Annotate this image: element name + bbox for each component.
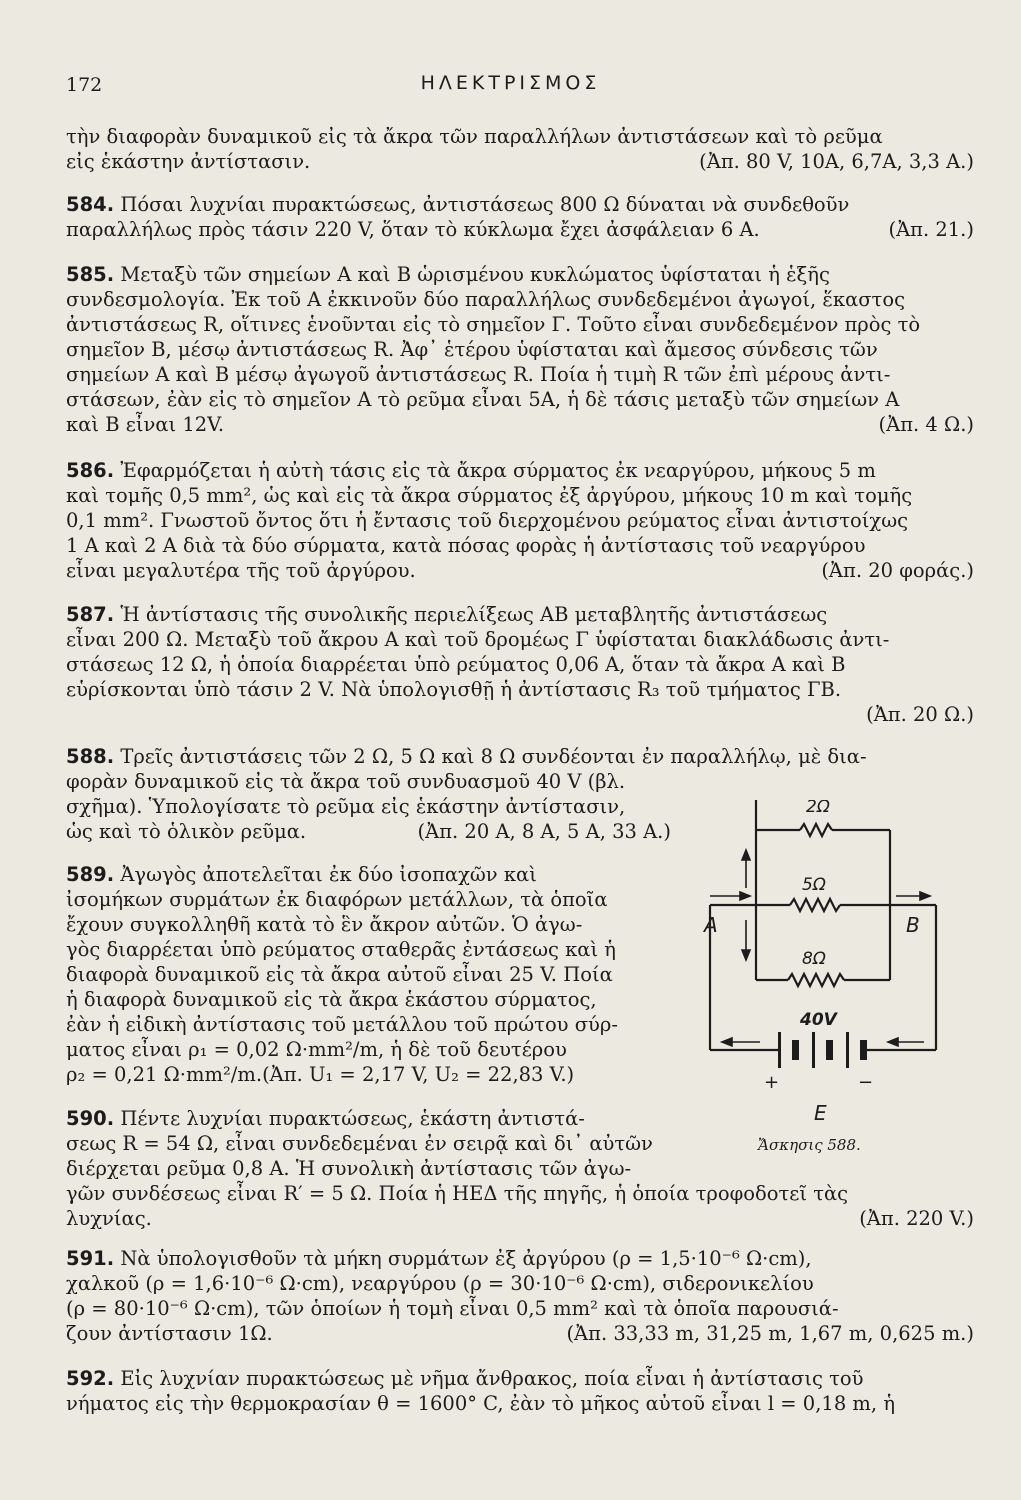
arrow-head-icon (722, 1038, 732, 1046)
label-2-ohm: 2Ω (806, 800, 830, 817)
text-line: στάσεως 12 Ω, ἡ ὁποία διαρρέεται ὑπὸ ρεύματος 0,06 A, ὅταν τὰ ἄκρα A καὶ B (66, 653, 846, 676)
answer: (Ἀπ. 80 V, 10A, 6,7A, 3,3 A.) (699, 150, 974, 173)
text-line: ὡς καὶ τὸ ὁλικὸν ρεῦμα. (66, 820, 307, 843)
text-line: διέρχεται ρεῦμα 0,8 A. Ἡ συνολικὴ ἀντίστασις τῶν ἀγω- (66, 1157, 632, 1180)
arrow-head-icon (888, 1038, 898, 1046)
label-voltage: 40V (800, 1010, 837, 1030)
text-line: ἐὰν ἡ εἰδικὴ ἀντίστασις τοῦ μετάλλου τοῦ πρώτου σύρ- (66, 1013, 618, 1036)
circuit-diagram (690, 800, 960, 1170)
answer: (Ἀπ. 33,33 m, 31,25 m, 1,67 m, 0,625 m.) (566, 1322, 974, 1345)
problem-number: 590. (66, 1107, 115, 1130)
resistor-8-ohm (788, 974, 844, 986)
label-source: E (814, 1101, 827, 1125)
battery-plate-long (778, 1032, 781, 1068)
text-line: φορὰν δυναμικοῦ εἰς τὰ ἄκρα τοῦ συνδυασμοῦ 40 V (βλ. (66, 770, 626, 793)
text-line: ἡ διαφορὰ δυναμικοῦ εἰς τὰ ἄκρα ἑκάστου σύρματος, (66, 988, 597, 1011)
text-line: Πόσαι λυχνίαι πυρακτώσεως, ἀντιστάσεως 800 Ω δύναται νὰ συνδεθοῦν (120, 193, 850, 216)
resistor-5-ohm (790, 899, 840, 911)
text-line: ἀντιστάσεως R, οἵτινες ἑνοῦνται εἰς τὸ σημεῖον Γ. Τοῦτο εἶναι συνδεδεμένον πρὸς τὸ (66, 313, 921, 336)
label-minus: − (858, 1072, 874, 1093)
text-line: τὴν διαφορὰν δυναμικοῦ εἰς τὰ ἄκρα τῶν παραλλήλων ἀντιστάσεων καὶ τὸ ρεῦμα (66, 125, 883, 148)
problem-number: 587. (66, 603, 115, 626)
arrow-head-icon (742, 850, 750, 860)
label-plus: + (764, 1072, 780, 1093)
text-line: εἰς ἑκάστην ἀντίστασιν. (66, 150, 311, 173)
running-title: ΗΛΕΚΤΡΙΣΜΟΣ (420, 72, 601, 94)
text-line: 1 A καὶ 2 A διὰ τὰ δύο σύρματα, κατὰ πόσας φορὰς ἡ ἀντίστασις τοῦ νεαργύρου (66, 534, 866, 557)
text-line: Ἡ ἀντίστασις τῆς συνολικῆς περιελίξεως AB μεταβλητῆς ἀντιστάσεως (120, 603, 828, 626)
text-line: νήματος εἰς τὴν θερμοκρασίαν θ = 1600° C, ἐὰν τὸ μῆκος αὐτοῦ εἶναι l = 0,18 m, ἡ (66, 1392, 895, 1415)
battery-plate-long (812, 1032, 815, 1068)
arrow-head-icon (742, 950, 750, 960)
problem-number: 588. (66, 745, 115, 768)
label-5-ohm: 5Ω (802, 875, 826, 895)
text-line: Ἀγωγὸς ἀποτελεῖται ἐκ δύο ἰσοπαχῶν καὶ (120, 863, 537, 886)
text-line: ἰσομήκων συρμάτων ἐκ διαφόρων μετάλλων, τὰ ὁποῖα (66, 888, 608, 911)
arrow-head-icon (920, 892, 930, 900)
problem-584 (66, 192, 974, 242)
text-line: σημεῖον B, μέσῳ ἀντιστάσεως R. Ἀφ᾽ ἑτέρου ὑφίσταται καὶ ἄμεσος σύνδεσις τῶν (66, 338, 878, 361)
text-line: ματος εἶναι ρ₁ = 0,02 Ω·mm²/m, ἡ δὲ τοῦ δευτέρου (66, 1038, 567, 1061)
text-line: Τρεῖς ἀντιστάσεις τῶν 2 Ω, 5 Ω καὶ 8 Ω συνδέονται ἐν παραλλήλῳ, μὲ δια- (120, 745, 867, 768)
text-line: καὶ τομῆς 0,5 mm², ὡς καὶ εἰς τὰ ἄκρα σύρματος ἐξ ἀργύρου, μήκους 10 m καὶ τομῆς (66, 484, 913, 507)
problem-number: 586. (66, 459, 115, 482)
arrow-head-icon (740, 892, 750, 900)
battery-plate-short (860, 1040, 867, 1060)
answer: (Ἀπ. U₁ = 2,17 V, U₂ = 22,83 V.) (262, 1063, 575, 1086)
text-line: Πέντε λυχνίαι πυρακτώσεως, ἑκάστη ἀντιστά- (120, 1107, 585, 1130)
problem-592 (66, 1366, 974, 1416)
problem-586 (66, 458, 974, 583)
battery-plate-short (792, 1040, 799, 1060)
problem-589 (66, 862, 671, 1087)
text-line: Εἰς λυχνίαν πυρακτώσεως μὲ νῆμα ἄνθρακος, ποία εἶναι ἡ ἀντίστασις τοῦ (120, 1367, 864, 1390)
problem-number: 585. (66, 263, 115, 286)
answer: (Ἀπ. 4 Ω.) (878, 413, 974, 436)
label-8-ohm: 8Ω (802, 949, 826, 969)
text-line: Νὰ ὑπολογισθοῦν τὰ μήκη συρμάτων ἐξ ἀργύρου (ρ = 1,5·10⁻⁶ Ω·cm), (120, 1247, 812, 1270)
text-line: συνδεσμολογία. Ἐκ τοῦ A ἐκκινοῦν δύο παραλλήλως συνδεδεμένοι ἀγωγοί, ἕκαστος (66, 288, 906, 311)
problem-587 (66, 602, 974, 727)
text-line: σχῆμα). Ὑπολογίσατε τὸ ρεῦμα εἰς ἑκάστην ἀντίστασιν, (66, 795, 626, 818)
text-line: Ἐφαρμόζεται ἡ αὐτὴ τάσις εἰς τὰ ἄκρα σύρματος ἐκ νεαργύρου, μήκους 5 m (120, 459, 876, 482)
text-line: ζουν ἀντίστασιν 1Ω. (66, 1322, 273, 1345)
problem-number: 584. (66, 193, 115, 216)
text-line: εἶναι 200 Ω. Μεταξὺ τοῦ ἄκρου A καὶ τοῦ δρομέως Γ ὑφίσταται διακλάδωσις ἀντι- (66, 628, 890, 651)
text-line: (ρ = 80·10⁻⁶ Ω·cm), τῶν ὁποίων ἡ τομὴ εἶναι 0,5 mm² καὶ τὰ ὁποῖα παρουσιά- (66, 1297, 839, 1320)
text-line: σημείων A καὶ B μέσῳ ἀγωγοῦ ἀντιστάσεως R. Ποία ἡ τιμὴ R τῶν ἐπὶ μέρους ἀντι- (66, 363, 891, 386)
text-line: Μεταξὺ τῶν σημείων A καὶ B ὡρισμένου κυκλώματος ὑφίσταται ἡ ἑξῆς (120, 263, 830, 286)
battery-plate-long (846, 1032, 849, 1068)
text-line: εὑρίσκονται ὑπὸ τάσιν 2 V. Νὰ ὑπολογισθῇ ἡ ἀντίστασις R₃ τοῦ τμήματος ΓΒ. (66, 678, 842, 701)
text-line: εἶναι μεγαλυτέρα τῆς τοῦ ἀργύρου. (66, 559, 416, 582)
text-line: διαφορὰ δυναμικοῦ εἰς τὰ ἄκρα αὐτοῦ εἶναι 25 V. Ποία (66, 963, 613, 986)
answer: (Ἀπ. 21.) (888, 218, 974, 241)
page-number: 172 (66, 74, 103, 96)
text-line: ἔχουν συγκολληθῆ κατὰ τὸ ἓν ἄκρον αὐτῶν. Ὁ ἀγω- (66, 913, 583, 936)
text-line: χαλκοῦ (ρ = 1,6·10⁻⁶ Ω·cm), νεαργύρου (ρ = 30·10⁻⁶ Ω·cm), σιδερονικελίου (66, 1272, 814, 1295)
text-line: γῶν συνδέσεως εἶναι R′ = 5 Ω. Ποία ἡ ΗΕΔ τῆς πηγῆς, ἡ ὁποία τροφοδοτεῖ τὰς (66, 1182, 849, 1205)
text-line: στάσεων, ἐὰν εἰς τὸ σημεῖον A τὸ ρεῦμα εἶναι 5A, ἡ δὲ τάσις μεταξὺ τῶν σημείων A (66, 388, 900, 411)
text-line: 0,1 mm². Γνωστοῦ ὄντος ὅτι ἡ ἔντασις τοῦ διερχομένου ρεύματος εἶναι ἀντιστοίχως (66, 509, 909, 532)
answer: (Ἀπ. 20 Ω.) (866, 703, 974, 726)
resistor-2-ohm (800, 824, 832, 836)
text-line: σεως R = 54 Ω, εἶναι συνδεδεμέναι ἐν σειρᾷ καὶ δι᾽ αὐτῶν (66, 1132, 653, 1155)
continuation-text (66, 124, 974, 174)
answer: (Ἀπ. 20 φοράς.) (821, 559, 974, 582)
text-line: καὶ B εἶναι 12V. (66, 413, 225, 436)
label-node-a: A (704, 913, 718, 937)
answer: (Ἀπ. 20 A, 8 A, 5 A, 33 A.) (417, 820, 671, 843)
battery-plate-short (826, 1040, 833, 1060)
text-line: παραλλήλως πρὸς τάσιν 220 V, ὅταν τὸ κύκλωμα ἔχει ἀσφάλειαν 6 A. (66, 218, 760, 241)
problem-585 (66, 262, 974, 437)
problem-number: 591. (66, 1247, 115, 1270)
text-line: γὸς διαρρέεται ὑπὸ ρεύματος σταθερᾶς ἐντάσεως καὶ ἡ (66, 938, 616, 961)
figure-caption: Ἄσκησις 588. (758, 1136, 861, 1154)
text-line: ρ₂ = 0,21 Ω·mm²/m. (66, 1063, 263, 1086)
text-line: λυχνίας. (66, 1207, 152, 1230)
problem-number: 589. (66, 863, 115, 886)
label-node-b: B (906, 913, 920, 937)
problem-number: 592. (66, 1367, 115, 1390)
answer: (Ἀπ. 220 V.) (859, 1207, 974, 1230)
problem-591 (66, 1246, 974, 1346)
